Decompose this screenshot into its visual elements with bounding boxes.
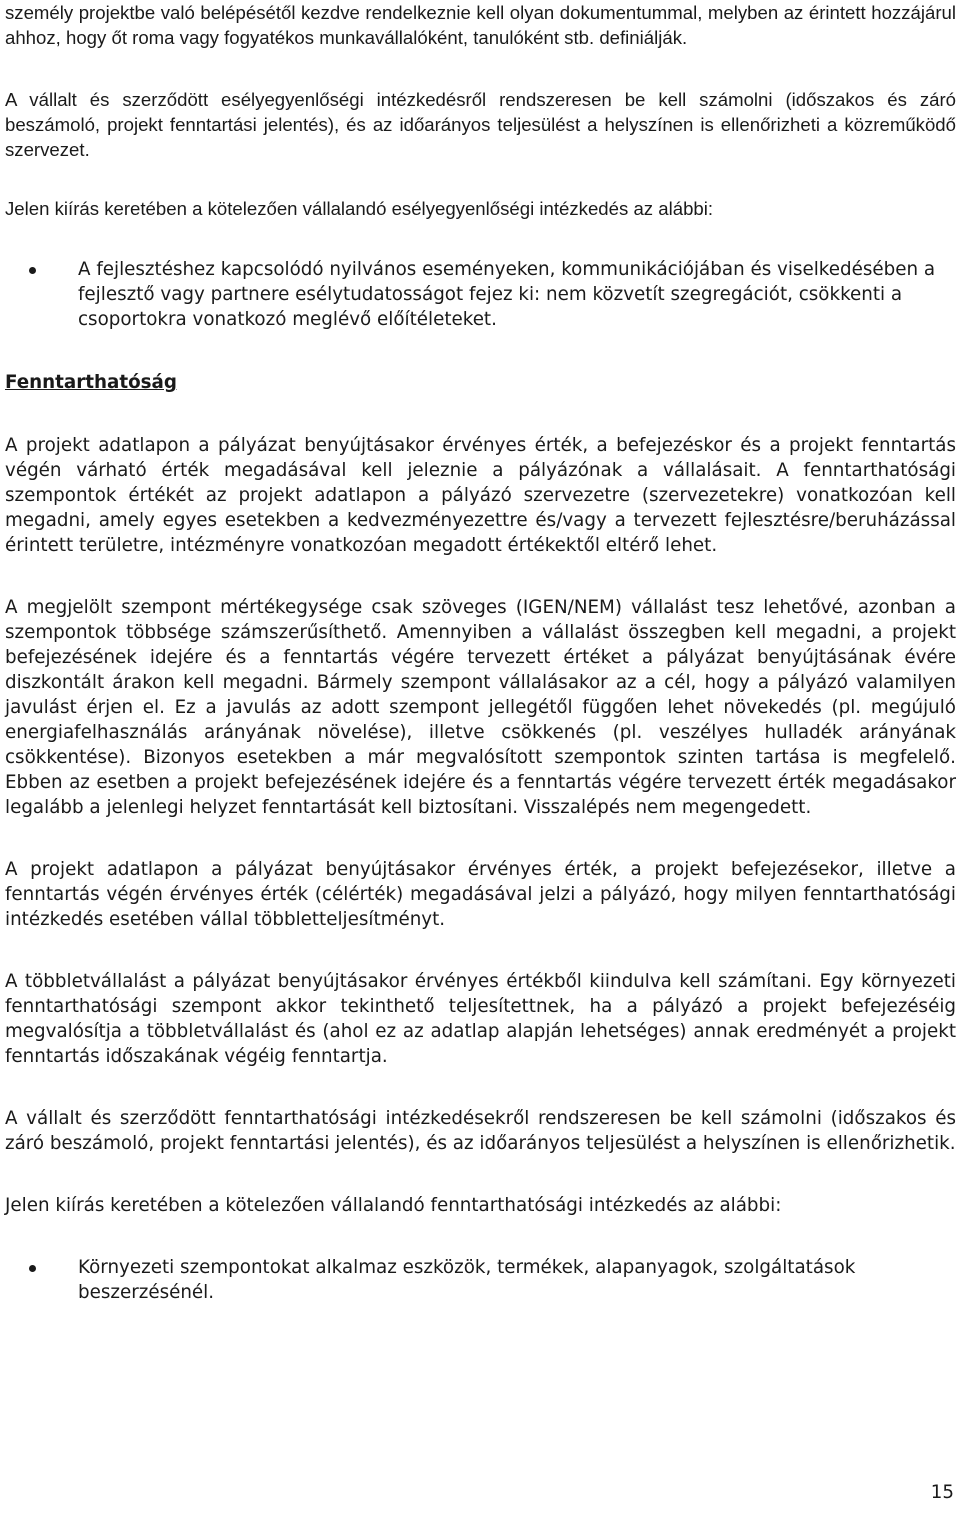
paragraph-sustainability-target: A projekt adatlapon a pályázat benyújtásakor érvényes érték, a projekt befejezésekor, illetve a fenntartás végén érvényes érték (célérték) megadásával jelzi a pályázó, hogy milyen fenntarthatósági intézkedés esetében vállal többletteljesítményt.	[5, 859, 956, 930]
paragraph-sustainability-mandatory: Jelen kiírás keretében a kötelezően vállalandó fenntarthatósági intézkedés az alábbi:	[5, 1195, 782, 1216]
bullet-text: A fejlesztéshez kapcsolódó nyilvános eseményeken, kommunikációjában és viselkedésében a fejlesztő vagy partnere esélytudatosságot fejez ki: nem közvetít szegregációt, csökkenti a csoportokra vonatkozó meglévő előítéleteket.	[78, 259, 936, 330]
section-heading-sustainability: Fenntarthatóság	[5, 372, 177, 393]
paragraph-sustainability-datasheet: A projekt adatlapon a pályázat benyújtásakor érvényes érték, a befejezéskor és a projekt fenntartás végén várható érték megadásával kell jeleznie a pályázónak a vállalásait. A fenntarthatósági szempontok értékét az projekt adatlapon a pályázó szervezetre (szervezetekre) vonatkozóan kell megadni, amely egyes esetekben a kedvezményezettre és/vagy a tervezett fejlesztésre/beruházással érintett területre, intézményre vonatkozóan megadott értékektől eltérő lehet.	[5, 435, 956, 556]
paragraph-intro-continuation: személy projektbe való belépésétől kezdve rendelkeznie kell olyan dokumentummal, melyben az érintett hozzájárul ahhoz, hogy őt roma vagy fogyatékos munkavállalóként, tanulóként stb. definiálják.	[5, 2, 956, 48]
paragraph-sustainability-reporting: A vállalt és szerződött fenntarthatósági intézkedésekről rendszeresen be kell számolni (időszakos és záró beszámoló, projekt fenntartási jelentés), és az időarányos teljesülést a helyszínen is ellenőrizhetik.	[5, 1108, 956, 1154]
paragraph-sustainability-extra-commitment: A többletvállalást a pályázat benyújtásakor érvényes értékből kiindulva kell számítani. Egy környezeti fenntarthatósági szempont akkor tekinthető teljesítettnek, ha a pályázó a projekt befejezéséig megvalósítja a többletvállalást és (ahol ez az adatlap alapján lehetséges) annak eredményét a projekt fenntartás időszakának végéig fenntartja.	[5, 971, 956, 1067]
bullet-icon	[29, 1265, 36, 1272]
bullet-icon	[29, 267, 36, 274]
paragraph-equal-opportunity-mandatory: Jelen kiírás keretében a kötelezően vállalandó esélyegyenlőségi intézkedés az alábbi:	[5, 198, 714, 219]
bullet-list-sustainability	[5, 1255, 956, 1305]
bullet-list-equal-opportunity	[5, 257, 956, 332]
paragraph-equal-opportunity-reporting: A vállalt és szerződött esélyegyenlőségi intézkedésről rendszeresen be kell számolni (időszakos és záró beszámoló, projekt fenntartási jelentés), és az időarányos teljesülést a helyszínen is ellenőrizheti a közreműködő szervezet.	[5, 89, 956, 160]
document-page	[5, 0, 956, 1305]
list-item	[5, 1255, 956, 1305]
paragraph-sustainability-units: A megjelölt szempont mértékegysége csak szöveges (IGEN/NEM) vállalást tesz lehetővé, azonban a szempontok többsége számszerűsíthető. Amennyiben a vállalást összegben kell megadni, a projekt befejezésének idejére és a fenntartás végére tervezett értéket a pályázat benyújtásának évére diszkontált árakon kell megadni. Bármely szempont vállalásakor az a cél, hogy a pályázó valamilyen javulást érjen el. Ez a javulás az adott szempont jellegétől függően lehet növekedés (pl. megújuló energiafelhasználás arányának növelése), illetve csökkenés (pl. veszélyes hulladék arányának csökkentése). Bizonyos esetekben a már megvalósított szempontok szinten tartása is megfelelő. Ebben az esetben a projekt befejezésének idejére és a fenntartás végére tervezett érték megadásakor legalább a jelenlegi helyzet fenntartását kell biztosítani. Visszalépés nem megengedett.	[5, 597, 956, 818]
list-item	[5, 257, 956, 332]
page-number: 15	[930, 1482, 954, 1503]
bullet-text: Környezeti szempontokat alkalmaz eszközök, termékek, alapanyagok, szolgáltatások beszerzésénél.	[78, 1257, 856, 1303]
